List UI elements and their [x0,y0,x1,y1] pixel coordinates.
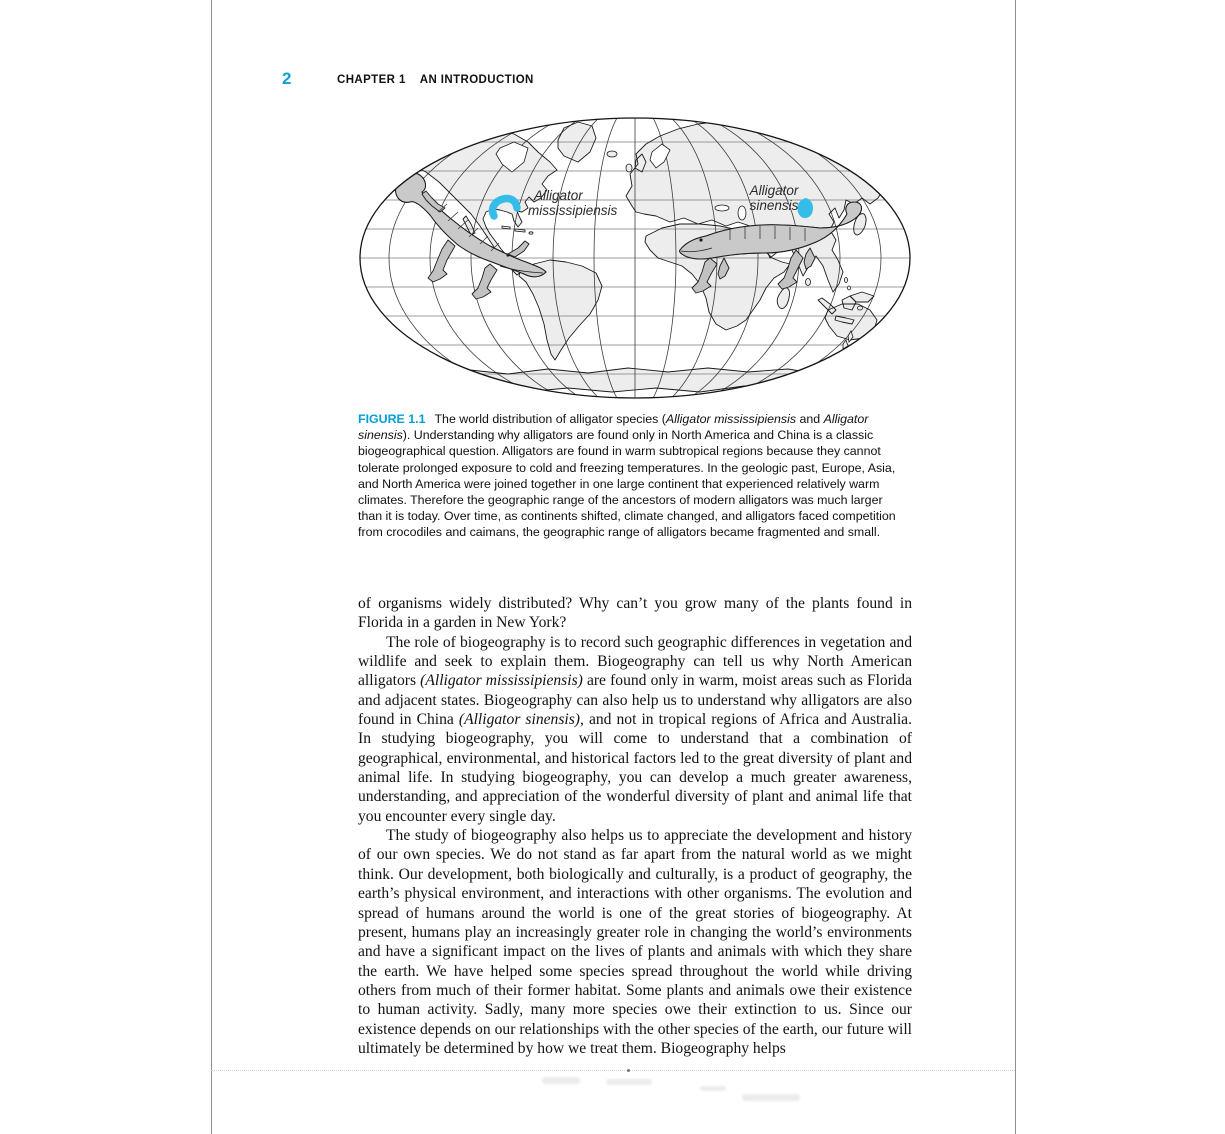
scan-artifact-smudge [542,1077,580,1084]
running-head-chapter: CHAPTER 1 [337,74,406,86]
figure-caption-text: The world distribution of alligator species (Alligator mississipiensis and Alligator sinensis). Understanding why alligators are found only in North America and China is a classic biogeographical question. Alligators are found in warm subtropical regions because they cannot tolerate prolonged exposure to cold and freezing temperatures. In the geologic past, Europe, Asia, and North America were joined together in one large continent that experienced relatively warm climates. Therefore the geographic range of the ancestors of modern alligators was much larger than it is today. Over time, as continents shifted, climate changed, and alligators faced competition from crocodiles and caimans, the geographic range of alligators became fragmented and small. [358,412,896,540]
body-paragraph: The study of biogeography also helps us to appreciate the development and history of our own species. We do not stand as far apart from the natural world as we might think. Our development, both biologically and culturally, is a product of geography, the earth’s physical environment, and interactions with other organisms. The evolution and spread of humans around the world is one of the great stories of biogeography. At present, humans play an increasingly greater role in changing the world’s environments and have a significant impact on the lives of plants and animals with which they share the earth. We have helped some species spread throughout the world while driving others from much of their former habitat. Some plants and animals owe their existence to human activity. Sadly, many more species owe their extinction to us. Since our existence depends on our relationships with the other species of the earth, our future will ultimately be determined by how we treat them. Biogeography helps [358,827,912,1057]
black-sea [715,205,729,211]
figure-caption-label: FIGURE 1.1 [358,412,426,426]
map-label-line: sinensis [749,198,799,213]
page-scan-edge-left [211,0,212,1134]
scan-artifact-line [211,1070,1015,1071]
map-label-alligator-sinensis [744,183,804,213]
map-label-line: Alligator [749,183,799,198]
body-paragraph: The role of biogeography is to record such geographic differences in vegetation and wildlife and seek to explain them. Biogeography can tell us why North American alligators (Alligator mississipiensis) are found only in warm, moist areas such as Florida and adjacent states. Biogeography can also help us to understand why alligators are also found in China (Alligator sinensis), and not in tropical regions of Africa and Australia. In studying biogeography, you will come to understand that a combination of geographical, environmental, and historical factors led to the great diversity of plant and animal life. In studying biogeography, you can develop a much greater awareness, understanding, and appreciation of the wonderful diversity of plant and animal life that you encounter every single day. [358,633,912,825]
map-label-line: Alligator [534,188,583,203]
figure-caption [358,411,907,541]
scan-artifact-smudge [700,1086,726,1091]
map-label-alligator-mississipiensis [528,188,617,218]
page-number: 2 [282,69,292,88]
scan-artifact-smudge [742,1094,800,1101]
map-label-line: mississipiensis [528,203,618,218]
running-head-section: AN INTRODUCTION [419,74,534,86]
page-scan-edge-right [1015,0,1016,1134]
world-map-svg [350,112,914,404]
running-head [337,74,534,86]
body-text [358,594,912,1058]
world-distribution-map [350,112,914,404]
scan-artifact-smudge [606,1079,652,1085]
body-paragraph: of organisms widely distributed? Why can’t you grow many of the plants found in Florida in a garden in New York? [358,595,912,632]
scan-artifact-dot [627,1069,630,1072]
